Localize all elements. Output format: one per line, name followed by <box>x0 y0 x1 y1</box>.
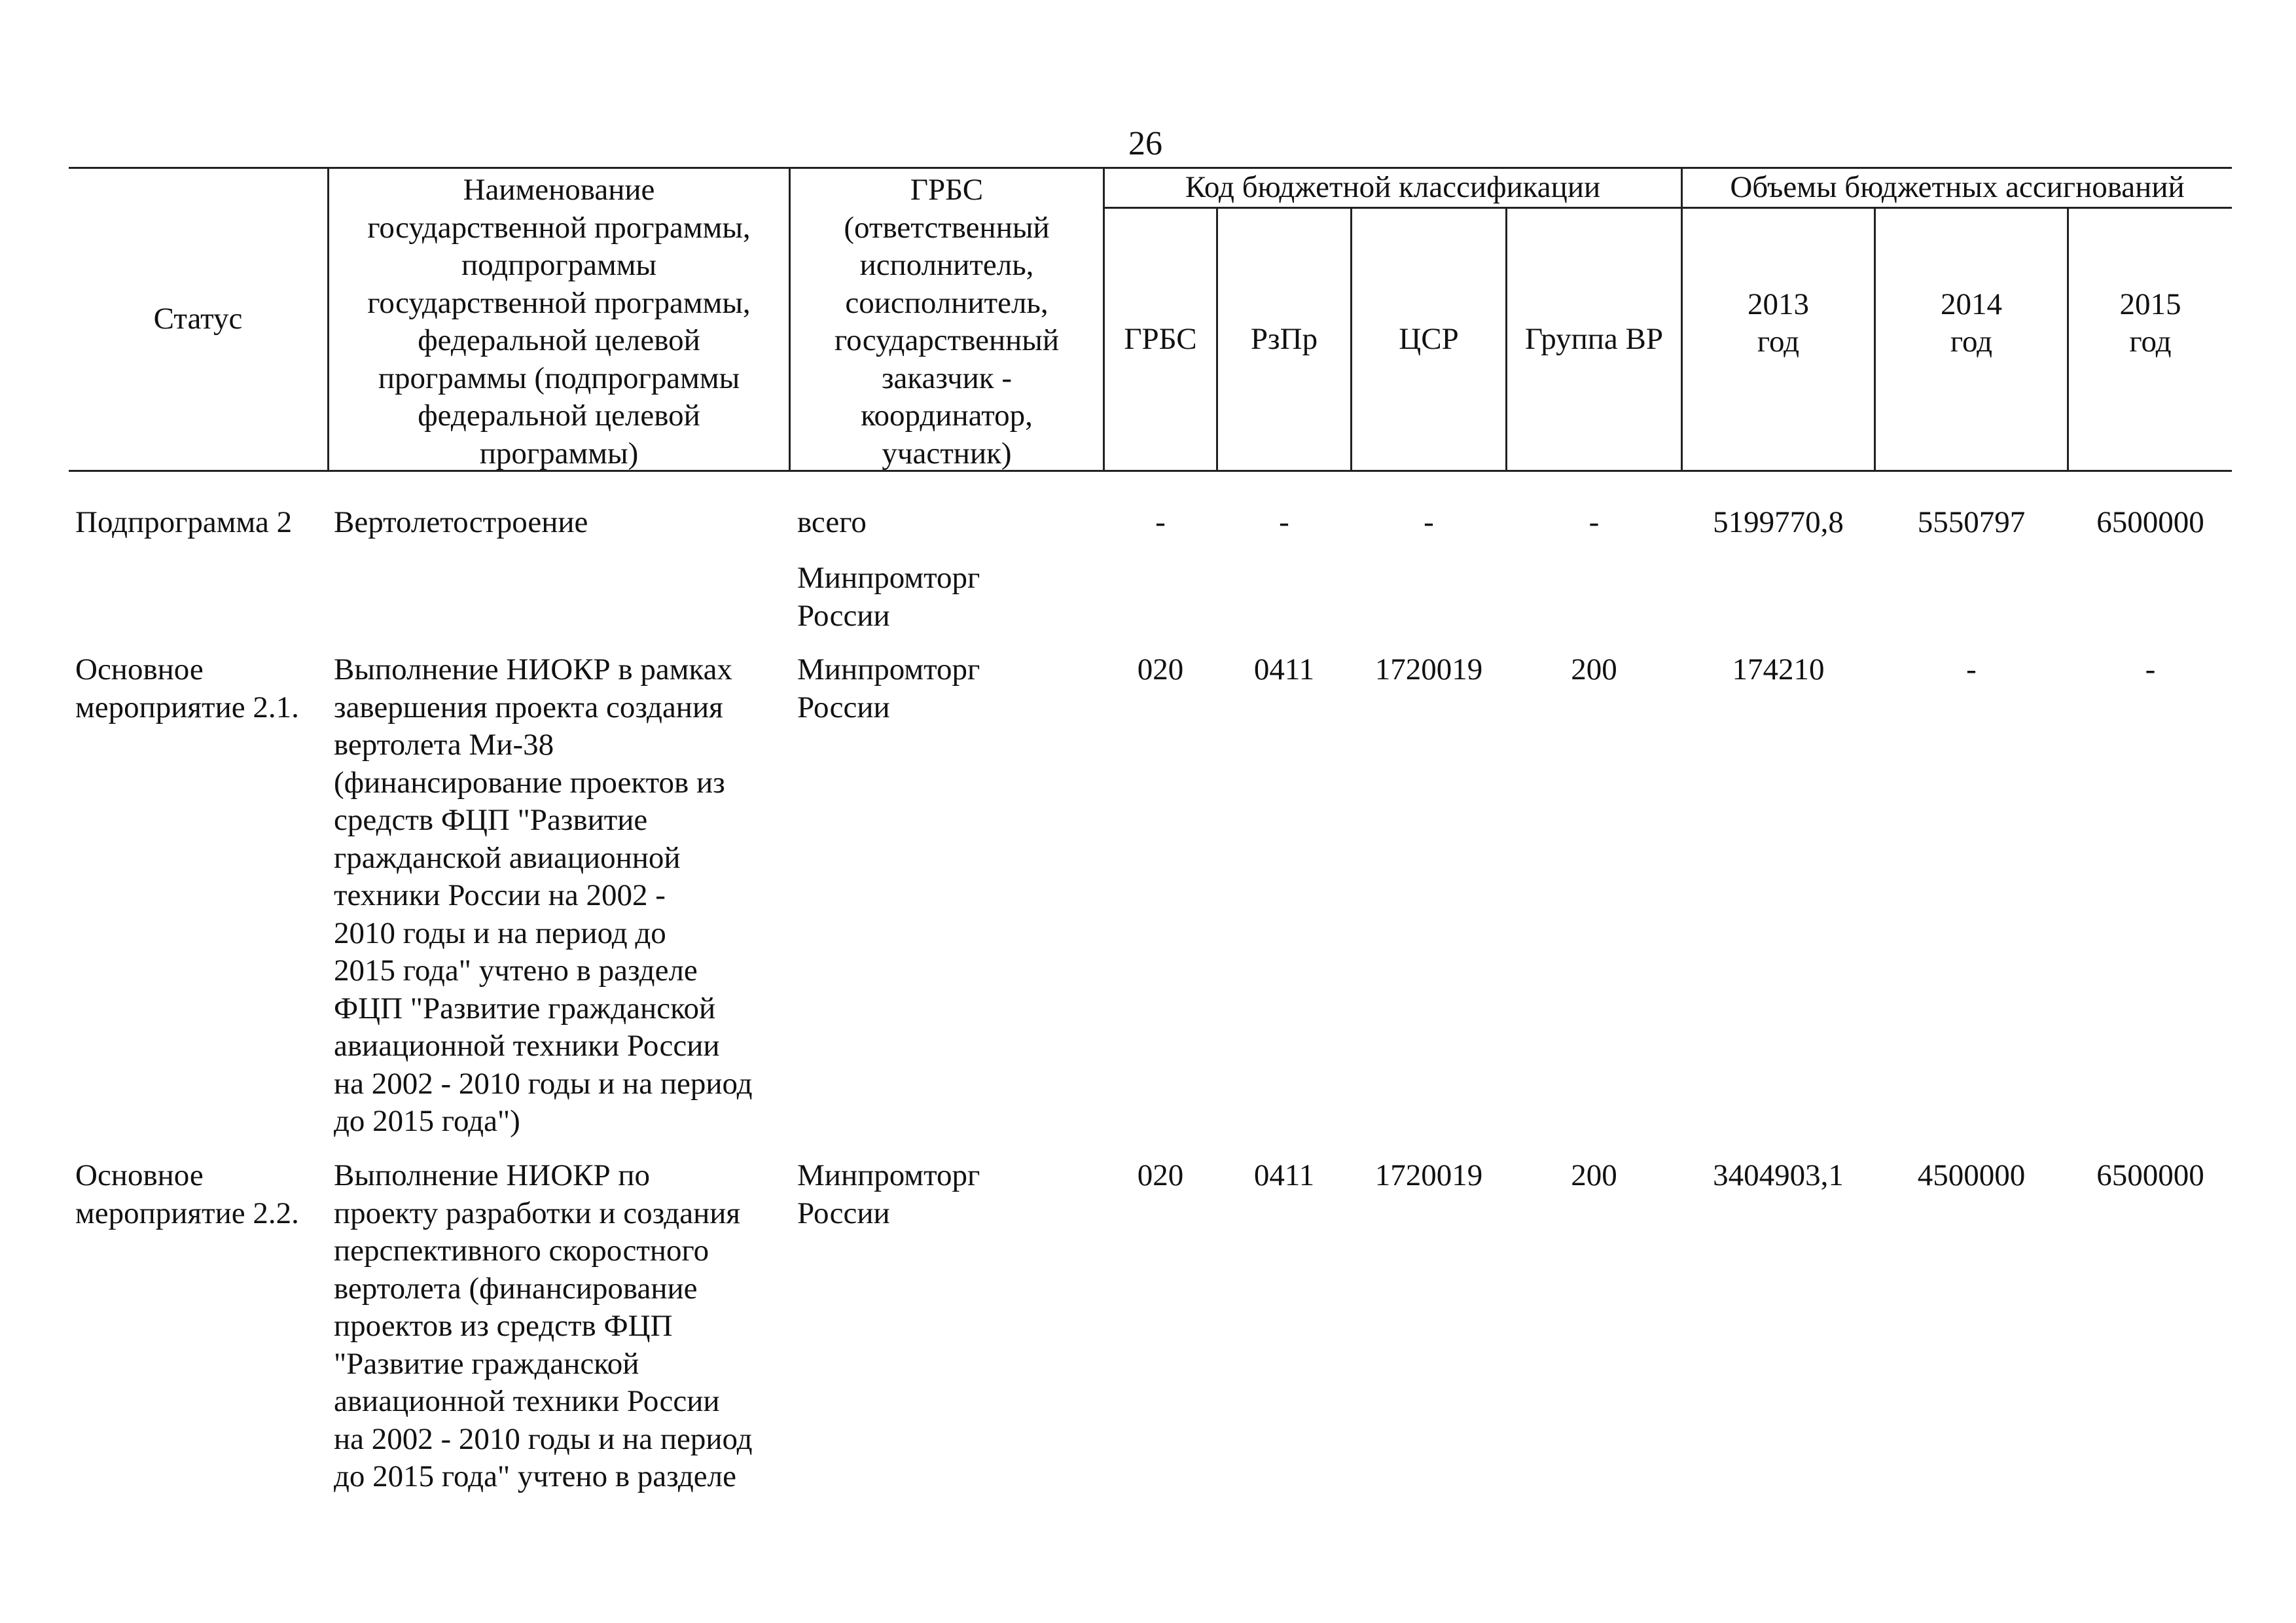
page-number: 26 <box>1128 125 1162 162</box>
row-year-2014: 5550797 <box>1917 505 2026 539</box>
row-status: Основное мероприятие 2.2. <box>75 1158 299 1230</box>
row-year-2014: - <box>1966 652 1977 687</box>
row-grbs: 020 <box>1137 1158 1184 1192</box>
row-status: Основное мероприятие 2.1. <box>75 652 299 724</box>
header-year-2014: 2014 год <box>1941 287 2002 359</box>
row-status: Подпрограмма 2 <box>75 505 293 539</box>
row-grbs: - <box>1155 505 1166 539</box>
header-year-2015: 2015 год <box>2119 287 2181 359</box>
row-grbs: 020 <box>1137 652 1184 687</box>
row-year-2015: 6500000 <box>2096 1158 2204 1192</box>
row-year-2013: 3404903,1 <box>1713 1158 1844 1192</box>
row-year-2015: - <box>2145 652 2156 687</box>
header-year-2013: 2013 год <box>1748 287 1809 359</box>
row-group-vr: 200 <box>1571 652 1617 687</box>
row-group-vr: 200 <box>1571 1158 1617 1192</box>
row-name: Выполнение НИОКР в рамках завершения проекта создания вертолета Ми-38 (финансирование проектов из средств ФЦП "Развитие гражданской авиационной техники России на 2002 - 2010 годы и на период до 2015 года" учтено в разделе ФЦП "Развитие гражданской авиационной техники России на 2002 - 2010 годы и на период до 2015 года") <box>334 652 753 1138</box>
row-group-vr: - <box>1588 505 1600 539</box>
row-year-2013: 174210 <box>1732 652 1825 687</box>
row-executor: всего <box>797 505 867 539</box>
row-name: Вертолетостроение <box>334 505 588 539</box>
row-csr: 1720019 <box>1374 1158 1483 1192</box>
header-grbs: ГРБС <box>1124 321 1197 356</box>
header-status: Статус <box>153 302 243 336</box>
row-csr: 1720019 <box>1374 652 1483 687</box>
row-rzpr: - <box>1279 505 1289 539</box>
header-budget-volume: Объемы бюджетных ассигнований <box>1730 170 2185 204</box>
header-csr: ЦСР <box>1399 321 1459 356</box>
header-grbs-executor: ГРБС (ответственный исполнитель, соисполнитель, государственный заказчик - координатор, участник) <box>834 173 1060 471</box>
row-csr: - <box>1424 505 1434 539</box>
row-name: Выполнение НИОКР по проекту разработки и создания перспективного скоростного вертолета (финансирование проектов из средств ФЦП "Развитие гражданской авиационной техники России на 2002 - 2010 годы и на период до 2015 года" учтено в разделе <box>334 1158 753 1493</box>
row-rzpr: 0411 <box>1253 652 1315 687</box>
header-rzpr: РзПр <box>1250 321 1318 356</box>
row-executor: Минпромторг России <box>797 1158 980 1230</box>
header-group-vr: Группа ВР <box>1525 321 1663 356</box>
row-year-2013: 5199770,8 <box>1713 505 1844 539</box>
row-executor: Минпромторг России <box>797 652 980 724</box>
row-year-2015: 6500000 <box>2096 505 2204 539</box>
row-executor-secondary: Минпромторг России <box>797 561 980 633</box>
row-year-2014: 4500000 <box>1917 1158 2026 1192</box>
row-rzpr: 0411 <box>1253 1158 1315 1192</box>
header-name: Наименование государственной программы, подпрограммы государственной программы, федеральной целевой программы (подпрограммы федеральной целевой программы) <box>367 173 751 471</box>
header-budget-code: Код бюджетной классификации <box>1185 170 1601 204</box>
